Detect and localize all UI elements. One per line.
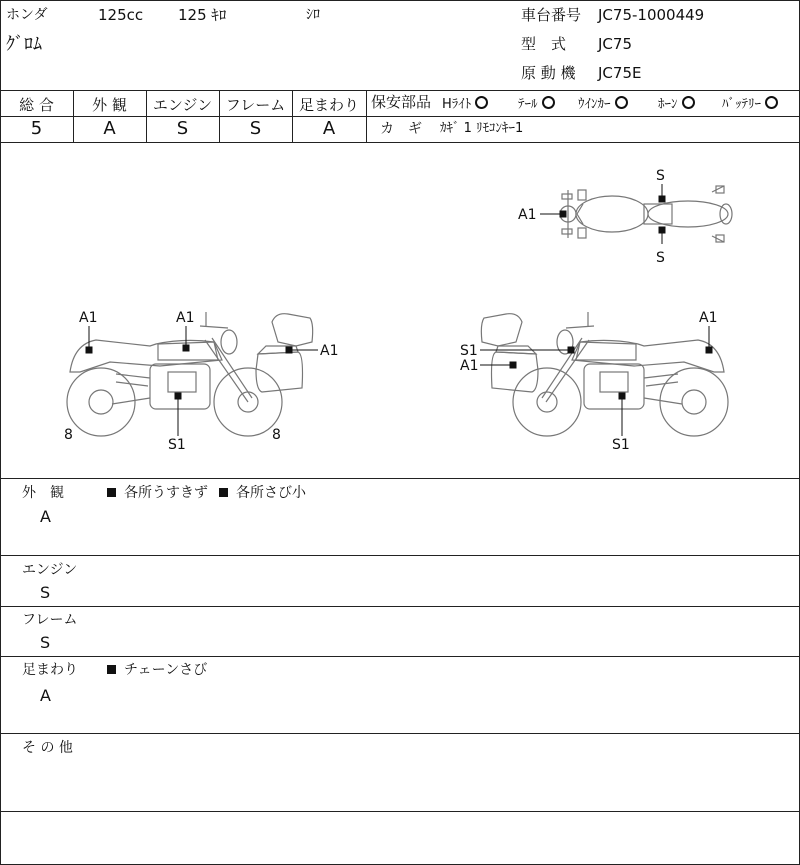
grade-value-exterior: A <box>103 118 116 139</box>
grade-value-frame: S <box>249 118 262 139</box>
grade-header-suspension: 足まわり <box>298 96 359 114</box>
diagram-label-a1: A1 <box>460 358 479 374</box>
note-title-suspension: 足まわり <box>22 662 78 678</box>
bullet-square-icon <box>219 488 228 497</box>
engine-value: JC75E <box>598 64 642 82</box>
grade-header-frame: フレーム <box>225 96 286 114</box>
key-value: ｶｷﾞ 1 ﾘﾓｺﾝｷｰ1 <box>440 121 524 136</box>
diagram-label-s1: S1 <box>612 437 630 453</box>
grade-value-suspension: A <box>322 118 336 139</box>
diagram-label-a1: A1 <box>320 343 339 359</box>
diagram-label-8: 8 <box>272 427 281 443</box>
grade-header-exterior: 外 観 <box>92 96 127 114</box>
diagram-label-a1: A1 <box>699 310 718 326</box>
diagram-label-a1: A1 <box>176 310 195 326</box>
safety-label: 保安部品 <box>371 93 432 111</box>
frame-number-label: 車台番号 <box>521 6 582 24</box>
safety-item-battery: ﾊﾞｯﾃﾘｰ <box>722 96 778 111</box>
model-name: ｸﾞﾛﾑ <box>6 34 42 55</box>
note-comment: チェーンさび <box>107 663 207 677</box>
type-value: JC75 <box>598 35 632 53</box>
bike-left-side <box>67 312 313 436</box>
mileage: 125 ｷﾛ <box>178 6 227 24</box>
type-label: 型 式 <box>521 35 567 53</box>
engine-label: 原 動 機 <box>521 64 576 82</box>
note-grade-exterior: A <box>40 507 51 526</box>
bullet-square-icon <box>107 665 116 674</box>
key-label: カ ギ <box>380 121 422 137</box>
note-title-other: そ の 他 <box>22 740 73 756</box>
grade-value-overall: 5 <box>30 118 43 139</box>
note-comment: 各所うすきず <box>107 486 208 500</box>
color: ｼﾛ <box>306 7 320 23</box>
note-comment: 各所さび小 <box>219 486 306 500</box>
diagram-label-s: S <box>656 168 665 184</box>
diagram-label-a1: A1 <box>79 310 98 326</box>
safety-item-winker: ｳｲﾝｶｰ <box>578 96 628 111</box>
bike-right-side <box>481 312 728 436</box>
diagram-label-s: S <box>656 250 665 266</box>
note-title-engine: エンジン <box>22 562 78 578</box>
bullet-square-icon <box>107 488 116 497</box>
safety-item-tail: ﾃｰﾙ <box>518 96 555 111</box>
note-title-frame: フレーム <box>22 612 78 628</box>
diagram-label-8: 8 <box>64 427 73 443</box>
grade-header-overall: 総 合 <box>19 96 54 114</box>
frame-number: JC75-1000449 <box>598 6 705 24</box>
bike-top-view <box>560 186 732 242</box>
grade-value-engine: S <box>176 118 189 139</box>
maker: ホンダ <box>6 7 48 23</box>
diagram-label-s1: S1 <box>460 343 478 359</box>
grade-header-engine: エンジン <box>152 96 213 114</box>
safety-item-headlight: Hﾗｲﾄ <box>442 96 488 111</box>
safety-item-horn: ﾎｰﾝ <box>658 96 695 111</box>
diagram-label-s1: S1 <box>168 437 186 453</box>
note-grade-frame: S <box>40 633 51 652</box>
displacement: 125cc <box>98 6 144 24</box>
diagram-label-a1: A1 <box>518 207 537 223</box>
note-grade-suspension: A <box>40 686 51 705</box>
note-grade-engine: S <box>40 583 51 602</box>
note-title-exterior: 外 観 <box>22 485 64 501</box>
